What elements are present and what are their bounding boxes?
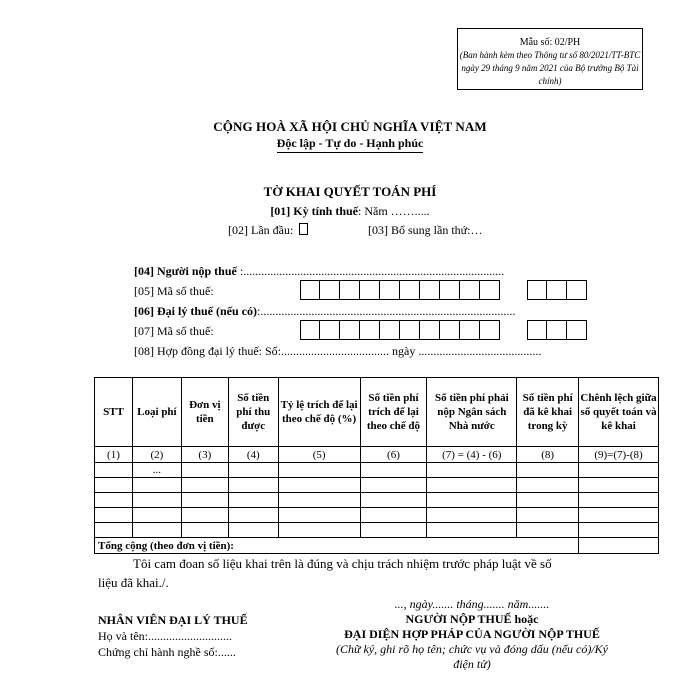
table-cell[interactable] <box>95 463 133 478</box>
col-header: Số tiền phí thu được <box>228 378 278 447</box>
table-cell[interactable] <box>517 493 579 508</box>
table-cell[interactable] <box>360 493 427 508</box>
col-number: (2) <box>132 447 181 463</box>
table-cell[interactable] <box>517 523 579 538</box>
digit-box <box>527 280 547 300</box>
tax-period-label: [01] Kỳ tính thuế <box>270 204 358 218</box>
col-number: (1) <box>95 447 133 463</box>
agent-tax-code-label: [07] Mã số thuế: <box>134 324 214 338</box>
table-row <box>95 478 659 493</box>
motto-wrap <box>0 134 700 153</box>
table-cell[interactable] <box>517 463 579 478</box>
agent-field[interactable] <box>134 304 515 319</box>
digit-box <box>320 320 340 340</box>
table-cell[interactable] <box>181 508 228 523</box>
tax-period-line <box>0 204 700 219</box>
table-cell[interactable] <box>228 493 278 508</box>
col-header: Tỷ lệ trích để lại theo chế độ (%) <box>278 378 360 447</box>
digit-box <box>400 280 420 300</box>
agent-staff-certificate[interactable]: Chứng chỉ hành nghề số:...... <box>98 645 236 659</box>
form-issuance-note: (Ban hành kèm theo Thông tư số 80/2021/TT-BTC ngày 29 tháng 9 năm 2021 của Bộ trưởng Bộ Tài chính) <box>459 50 641 86</box>
digit-box <box>300 320 320 340</box>
table-row <box>95 493 659 508</box>
table-cell[interactable] <box>132 508 181 523</box>
digit-box <box>380 320 400 340</box>
table-cell[interactable]: ... <box>132 463 181 478</box>
table-cell[interactable] <box>181 478 228 493</box>
legal-representative-title: ĐẠI DIỆN HỢP PHÁP CỦA NGƯỜI NỘP THUẾ <box>344 627 600 641</box>
total-row <box>95 538 659 554</box>
agent-dots: :..................................................................................... <box>257 304 516 318</box>
table-cell[interactable] <box>360 508 427 523</box>
motto: Độc lập - Tự do - Hạnh phúc <box>277 136 424 153</box>
table-cell[interactable] <box>132 523 181 538</box>
fee-settlement-table <box>94 377 659 554</box>
digit-box <box>440 280 460 300</box>
digit-box <box>527 320 547 340</box>
signature-date[interactable]: ..., ngày....... tháng....... năm....... <box>394 597 550 611</box>
digit-box <box>460 320 480 340</box>
col-header: Số tiền phí đã kê khai trong kỳ <box>517 378 579 447</box>
digit-box <box>400 320 420 340</box>
agent-contract-field[interactable]: [08] Hợp đồng đại lý thuế: Số:.................................... ngày ......................................... <box>134 344 542 358</box>
table-cell[interactable] <box>278 463 360 478</box>
table-cell[interactable] <box>95 523 133 538</box>
digit-box <box>420 320 440 340</box>
nation-title: CỘNG HOÀ XÃ HỘI CHỦ NGHĨA VIỆT NAM <box>213 119 487 134</box>
supplement-option[interactable]: [03] Bổ sung lần thứ:… <box>368 223 483 237</box>
table-cell[interactable] <box>278 493 360 508</box>
table-cell[interactable] <box>427 523 517 538</box>
agent-staff-title: NHÂN VIÊN ĐẠI LÝ THUẾ <box>98 613 248 627</box>
digit-box <box>360 280 380 300</box>
document-title: TỜ KHAI QUYẾT TOÁN PHÍ <box>263 184 437 199</box>
col-number: (6) <box>360 447 427 463</box>
signature-instruction: (Chữ ký, ghi rõ họ tên; chức vụ và đóng dấu (nếu có)/Ký điện tử) <box>335 642 608 671</box>
table-cell[interactable] <box>181 463 228 478</box>
agent-staff-name[interactable]: Họ và tên:............................ <box>98 629 232 643</box>
table-cell[interactable] <box>181 523 228 538</box>
table-cell[interactable] <box>579 508 659 523</box>
digit-box <box>480 320 500 340</box>
table-cell[interactable] <box>228 523 278 538</box>
digit-box <box>340 280 360 300</box>
agent-staff-block <box>98 612 248 660</box>
table-cell[interactable] <box>427 493 517 508</box>
table-row <box>95 523 659 538</box>
tax-code-branch-boxes[interactable] <box>527 280 587 300</box>
table-cell[interactable] <box>579 478 659 493</box>
column-number-row <box>95 447 659 463</box>
first-time-option <box>228 223 308 238</box>
table-header-row <box>95 378 659 447</box>
table-cell[interactable] <box>278 523 360 538</box>
first-time-checkbox[interactable] <box>299 223 308 235</box>
taxpayer-signature-block <box>312 597 632 672</box>
table-cell[interactable] <box>360 478 427 493</box>
form-code: Mẫu số: 02/PH <box>519 37 581 48</box>
declaration-line-2: liệu đã khai./. <box>98 575 169 590</box>
table-cell[interactable] <box>228 508 278 523</box>
table-row <box>95 463 659 478</box>
table-cell[interactable] <box>579 463 659 478</box>
agent-tax-code-branch-boxes[interactable] <box>527 320 587 340</box>
col-number: (3) <box>181 447 228 463</box>
digit-box <box>460 280 480 300</box>
table-cell[interactable] <box>427 478 517 493</box>
tax-period-value[interactable]: : Năm ……..... <box>358 204 430 218</box>
digit-box <box>480 280 500 300</box>
col-header: Số tiền phí trích để lại theo chế độ <box>360 378 427 447</box>
digit-box <box>440 320 460 340</box>
col-number: (5) <box>278 447 360 463</box>
col-header: Số tiền phí phải nộp Ngân sách Nhà nước <box>427 378 517 447</box>
table-cell[interactable] <box>95 478 133 493</box>
first-time-label: [02] Lần đầu: <box>228 223 294 237</box>
table-cell[interactable] <box>181 493 228 508</box>
table-cell[interactable] <box>278 478 360 493</box>
table-cell[interactable] <box>228 463 278 478</box>
table-cell[interactable] <box>278 508 360 523</box>
table-cell[interactable] <box>95 493 133 508</box>
table-cell[interactable] <box>427 463 517 478</box>
col-header: Loại phí <box>132 378 181 447</box>
taxpayer-label: [04] Người nộp thuế <box>134 264 237 278</box>
digit-box <box>320 280 340 300</box>
col-header: Đơn vị tiền <box>181 378 228 447</box>
table-cell[interactable] <box>132 478 181 493</box>
col-number: (4) <box>228 447 278 463</box>
col-number: (8) <box>517 447 579 463</box>
tax-code-boxes[interactable] <box>300 280 500 300</box>
digit-box <box>360 320 380 340</box>
taxpayer-signature-title: NGƯỜI NỘP THUẾ hoặc <box>405 612 539 626</box>
digit-box <box>420 280 440 300</box>
taxpayer-dots: :....................................................................................... <box>236 264 505 278</box>
table-cell[interactable] <box>228 478 278 493</box>
total-value-cell[interactable] <box>579 538 659 554</box>
table-cell[interactable] <box>427 508 517 523</box>
table-cell[interactable] <box>95 508 133 523</box>
digit-box <box>340 320 360 340</box>
table-cell[interactable] <box>579 523 659 538</box>
table-cell[interactable] <box>517 508 579 523</box>
table-cell[interactable] <box>360 463 427 478</box>
agent-label: [06] Đại lý thuế (nếu có) <box>134 304 257 318</box>
declaration-line-1: Tôi cam đoan số liệu khai trên là đúng và chịu trách nhiệm trước pháp luật về số <box>133 556 552 571</box>
form-code-box <box>457 28 643 90</box>
digit-box <box>567 280 587 300</box>
digit-box <box>380 280 400 300</box>
digit-box <box>547 320 567 340</box>
digit-box <box>567 320 587 340</box>
col-number: (9)=(7)-(8) <box>579 447 659 463</box>
col-number: (7) = (4) - (6) <box>427 447 517 463</box>
table-row <box>95 508 659 523</box>
table-cell[interactable] <box>132 493 181 508</box>
table-cell[interactable] <box>517 478 579 493</box>
digit-box <box>547 280 567 300</box>
tax-code-label: [05] Mã số thuế: <box>134 284 214 298</box>
table-cell[interactable] <box>360 523 427 538</box>
table-cell[interactable] <box>579 493 659 508</box>
col-header: Chênh lệch giữa số quyết toán và kê khai <box>579 378 659 447</box>
taxpayer-field[interactable] <box>134 264 504 279</box>
col-header: STT <box>95 378 133 447</box>
agent-tax-code-boxes[interactable] <box>300 320 500 340</box>
total-label: Tổng cộng (theo đơn vị tiền): <box>95 538 579 554</box>
digit-box <box>300 280 320 300</box>
